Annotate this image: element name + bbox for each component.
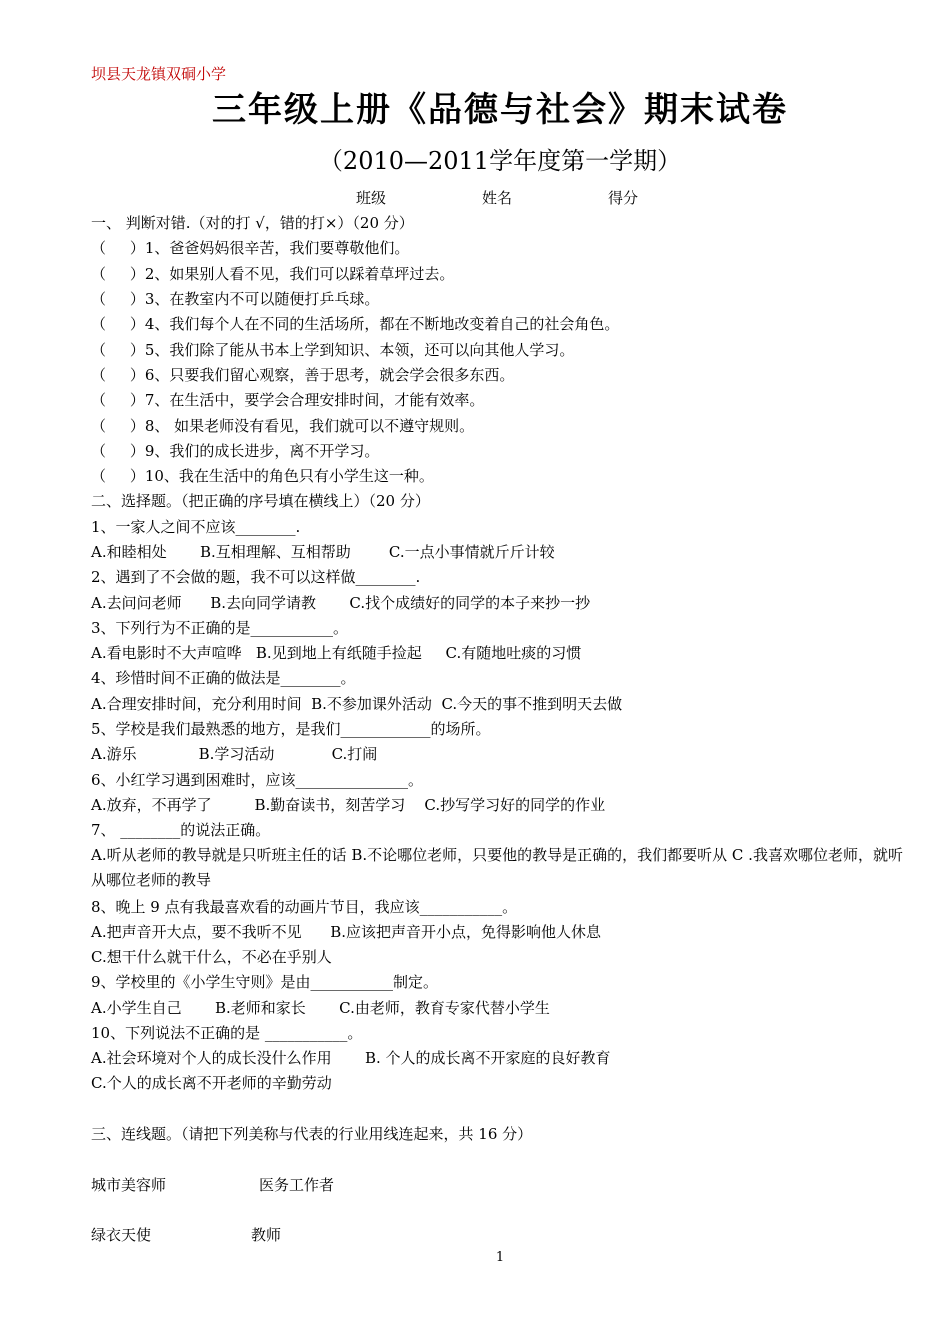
judge-item: （ ）8、 如果老师没有看见，我们就可以不遵守规则。 <box>91 417 475 435</box>
question-10: 10、下列说法不正确的是 ___________。 <box>91 1024 363 1042</box>
judge-item: （ ）2、如果别人看不见，我们可以踩着草坪过去。 <box>91 265 455 283</box>
question-5: 5、学校是我们最熟悉的地方，是我们____________的场所。 <box>91 720 491 738</box>
question-9: 9、学校里的《小学生守则》是由___________制定。 <box>91 973 439 991</box>
match-right-1: 医务工作者 <box>259 1176 335 1194</box>
answer-options-1: A.和睦相处 B.互相理解、互相帮助 C.一点小事情就斤斤计较 <box>91 543 555 561</box>
match-left-1: 城市美容师 <box>91 1176 167 1194</box>
name-label: 姓名 <box>482 189 513 207</box>
answer-options-5: A.游乐 B.学习活动 C.打闹 <box>91 745 378 763</box>
section3-heading: 三、连线题。（请把下列美称与代表的行业用线连起来，共 16 分） <box>91 1125 533 1143</box>
judge-item: （ ）1、爸爸妈妈很辛苦，我们要尊敬他们。 <box>91 239 410 257</box>
judge-item: （ ）5、我们除了能从书本上学到知识、本领，还可以向其他人学习。 <box>91 341 575 359</box>
exam-subtitle: （2010—2011学年度第一学期） <box>318 147 682 175</box>
answer-options-7: A.听从老师的教导就是只听班主任的话 B.不论哪位老师，只要他的教导是正确的，我们都要听从 C .我喜欢哪位老师，就听从哪位老师的教导 <box>91 846 903 889</box>
answer-options-4: A.合理安排时间，充分利用时间 B.不参加课外活动 C.今天的事不推到明天去做 <box>91 695 623 713</box>
question-7: 7、 ________的说法正确。 <box>91 821 271 839</box>
question-3: 3、下列行为不正确的是___________。 <box>91 619 349 637</box>
question-4: 4、珍惜时间不正确的做法是________。 <box>91 669 356 687</box>
answer-options-8-cont: C.想干什么就干什么，不必在乎别人 <box>91 948 332 966</box>
question-8: 8、晚上 9 点有我最喜欢看的动画片节目，我应该___________。 <box>91 898 518 916</box>
answer-options-2: A.去问问老师 B.去向同学请教 C.找个成绩好的同学的本子来抄一抄 <box>91 594 591 612</box>
section1-heading: 一、 判断对错.（对的打 √，错的打×）（20 分） <box>91 214 414 232</box>
judge-item: （ ）3、在教室内不可以随便打乒乓球。 <box>91 290 380 308</box>
judge-item: （ ）6、只要我们留心观察，善于思考，就会学会很多东西。 <box>91 366 515 384</box>
class-label: 班级 <box>356 189 387 207</box>
question-1: 1、一家人之间不应该________. <box>91 518 301 536</box>
answer-options-10: A.社会环境对个人的成长没什么作用 B. 个人的成长离不开家庭的良好教育 <box>91 1049 611 1067</box>
page-number: 1 <box>495 1250 505 1265</box>
exam-title: 三年级上册《品德与社会》期末试卷 <box>212 90 788 130</box>
answer-options-10-cont: C.个人的成长离不开老师的辛勤劳动 <box>91 1074 332 1092</box>
score-label: 得分 <box>608 189 639 207</box>
match-left-2: 绿衣天使 <box>91 1226 152 1244</box>
answer-options-9: A.小学生自己 B.老师和家长 C.由老师，教育专家代替小学生 <box>91 999 550 1017</box>
question-2: 2、遇到了不会做的题，我不可以这样做________. <box>91 568 421 586</box>
answer-options-6: A.放弃，不再学了 B.勤奋读书，刻苦学习 C.抄写学习好的同学的作业 <box>91 796 606 814</box>
judge-item: （ ）7、在生活中，要学会合理安排时间，才能有效率。 <box>91 391 485 409</box>
judge-item: （ ）9、我们的成长进步，离不开学习。 <box>91 442 380 460</box>
section2-heading: 二、选择题。（把正确的序号填在横线上）（20 分） <box>91 492 430 510</box>
judge-item: （ ）4、我们每个人在不同的生活场所，都在不断地改变着自己的社会角色。 <box>91 315 620 333</box>
school-name: 坝县天龙镇双硐小学 <box>91 65 227 83</box>
answer-options-3: A.看电影时不大声喧哗 B.见到地上有纸随手捡起 C.有随地吐痰的习惯 <box>91 644 582 662</box>
question-6: 6、小红学习遇到困难时，应该_______________。 <box>91 771 424 789</box>
match-right-2: 教师 <box>251 1226 282 1244</box>
judge-item: （ ）10、我在生活中的角色只有小学生这一种。 <box>91 467 434 485</box>
answer-options-8: A.把声音开大点，要不我听不见 B.应该把声音开小点，免得影响他人休息 <box>91 923 602 941</box>
